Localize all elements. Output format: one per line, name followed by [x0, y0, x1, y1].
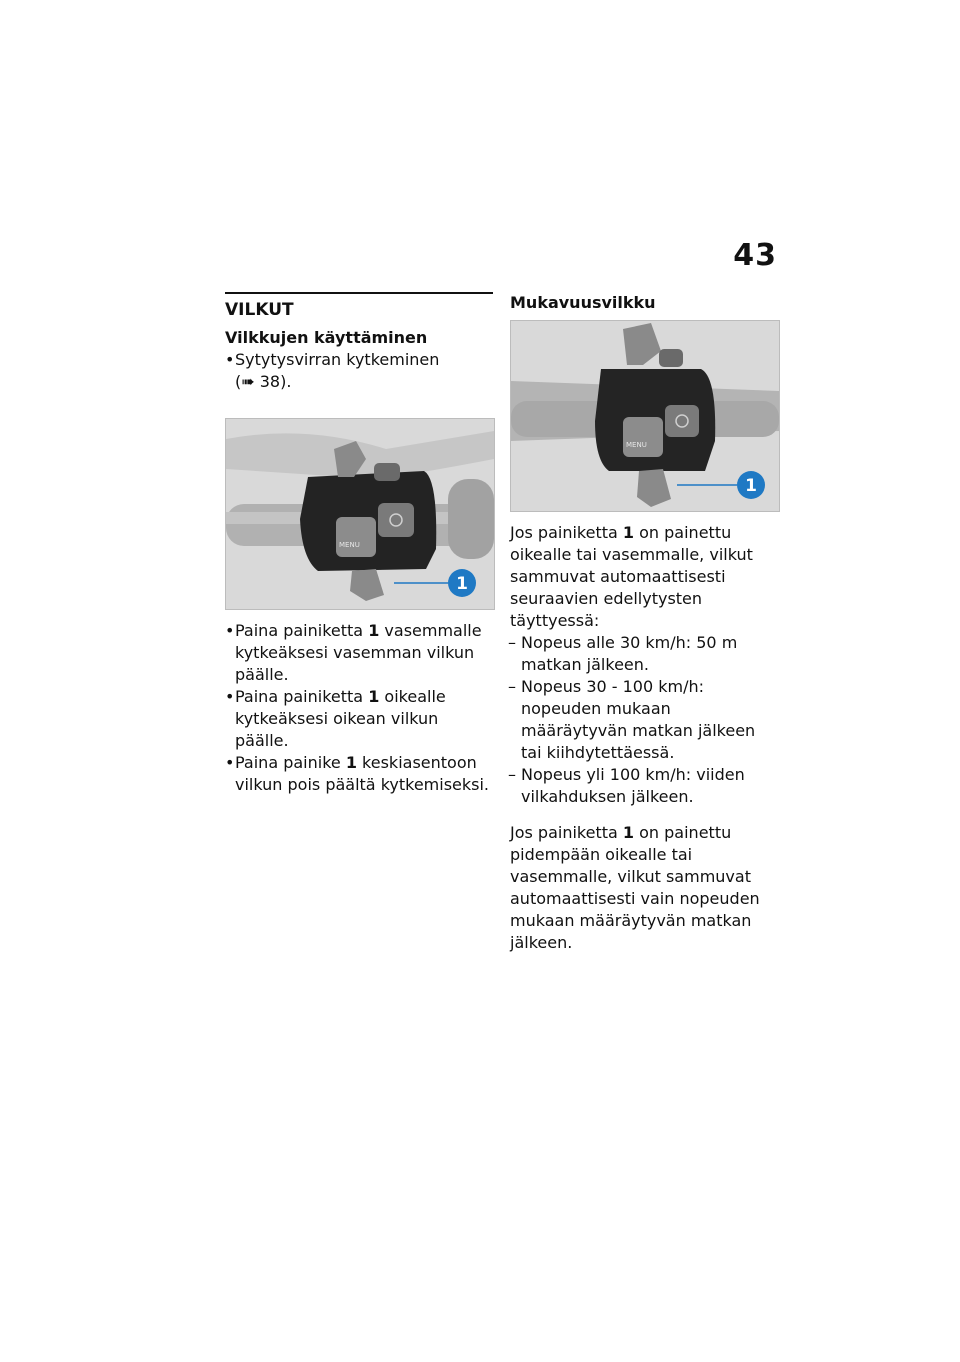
svg-text:MENU: MENU [626, 441, 647, 449]
step-item: • Paina painiketta 1 oikealle kytkeäksesi oikean vilkun päälle. [225, 686, 493, 752]
comfort-paragraph-1: Jos painiketta 1 on painettu oikealle tai vasemmalle, vilkut sammuvat automaattisesti seuraavien edellytysten täyttyessä: [510, 523, 753, 630]
conditions-list [510, 632, 780, 808]
switch-illustration [511, 321, 779, 511]
subheading: Vilkkujen käyttäminen [225, 328, 428, 347]
turn-signal-switch-photo [225, 418, 495, 610]
steps-list [225, 620, 493, 796]
comfort-indicator-heading: Mukavuusvilkku [510, 293, 656, 312]
step-item: • Paina painike 1 keskiasentoon vilkun pois päältä kytkemiseksi. [225, 752, 493, 796]
prerequisite-list [225, 349, 493, 393]
switch-illustration [226, 419, 494, 609]
comfort-indicator-photo [510, 320, 780, 512]
condition-item: – Nopeus 30 - 100 km/h: nopeuden mukaan määräytyvän matkan jälkeen tai kiihdytettäessä. [510, 676, 780, 764]
figure-callout-label: 1 [745, 476, 757, 496]
condition-item: – Nopeus alle 30 km/h: 50 m matkan jälkeen. [510, 632, 780, 676]
prerequisite-item [225, 349, 493, 393]
page-number: 43 [733, 238, 777, 273]
figure-callout-label: 1 [456, 574, 468, 594]
prerequisite-text: Sytytysvirran kytkeminen [235, 350, 440, 369]
prerequisite-ref: (➠ 38). [235, 372, 292, 391]
section-title: VILKUT [225, 300, 294, 320]
left-column [225, 292, 493, 796]
right-column [510, 292, 780, 954]
svg-text:MENU: MENU [339, 541, 360, 549]
section-rule [225, 292, 493, 294]
comfort-paragraph-2: Jos painiketta 1 on painettu pidempään oikealle tai vasemmalle, vilkut sammuvat automaattisesti vain nopeuden mukaan määräytyvän matkan jälkeen. [510, 823, 760, 952]
step-item: • Paina painiketta 1 vasemmalle kytkeäksesi vasemman vilkun päälle. [225, 620, 493, 686]
condition-item: – Nopeus yli 100 km/h: viiden vilkahduksen jälkeen. [510, 764, 780, 808]
